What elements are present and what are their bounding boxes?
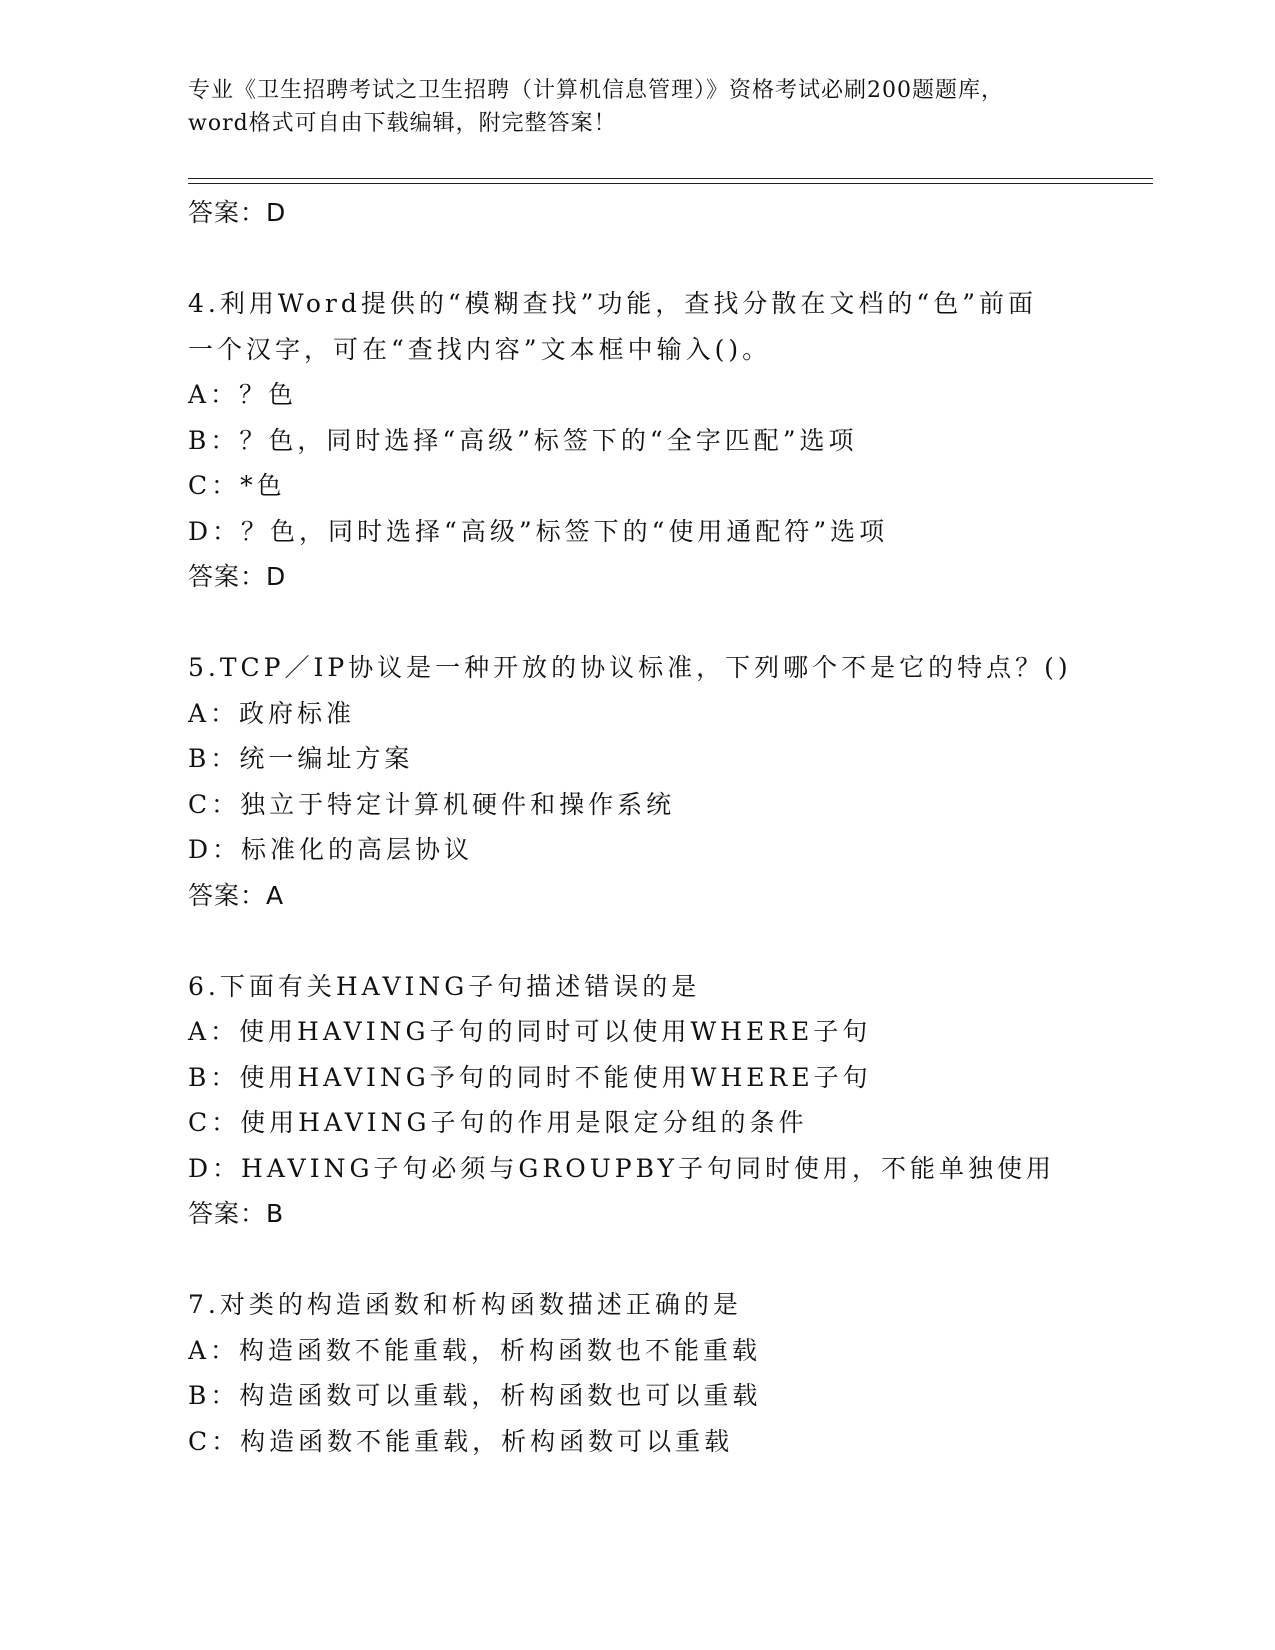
option-c: C：构造函数不能重载，析构函数可以重载 [188,1426,734,1456]
spacer [188,918,1148,964]
spacer [188,1237,1148,1283]
option-d: D：HAVING子句必须与GROUPBY子句同时使用，不能单独使用 [188,1153,1056,1183]
header-title-line-2: word格式可自由下载编辑，附完整答案！ [188,111,617,136]
spacer [188,236,1148,282]
question-stem: 5.TCP／IP协议是一种开放的协议标准，下列哪个不是它的特点？() [188,653,1072,682]
document-header [188,74,1088,140]
option-d: D：？色，同时选择“高级”标签下的“使用通配符”选项 [188,516,889,546]
question-stem: 7.对类的构造函数和析构函数描述正确的是 [188,1290,742,1319]
question-stem: 4.利用Word提供的“模糊查找”功能，查找分散在文档的“色”前面 [188,289,1037,318]
option-a: A：使用HAVING子句的同时可以使用WHERE子句 [188,1017,872,1046]
header-title-line-1: 专业《卫生招聘考试之卫生招聘（计算机信息管理）》资格考试必刷200题题库， [188,78,1004,103]
question-list [188,190,1148,1464]
answer-label: 答案：A [188,880,285,910]
option-a: A：？色 [188,380,298,409]
previous-answer: 答案：D [188,198,287,227]
option-a: A：构造函数不能重载，析构函数也不能重载 [188,1335,762,1365]
spacer [188,600,1148,646]
answer-label: 答案：D [188,562,287,591]
option-c: C：独立于特定计算机硬件和操作系统 [188,789,676,819]
option-b: B：统一编址方案 [188,744,414,773]
option-b: B：构造函数可以重载，析构函数也可以重载 [188,1381,762,1410]
question-7 [188,1282,1148,1464]
option-c: C：*色 [188,471,286,500]
question-5 [188,645,1148,918]
option-d: D：标准化的高层协议 [188,835,474,864]
question-stem: 一个汉字，可在“查找内容”文本框中输入()。 [188,334,772,364]
question-6 [188,964,1148,1237]
header-divider-bottom [188,183,1153,184]
option-b: B：使用HAVING予句的同时不能使用WHERE子句 [188,1062,872,1092]
option-b: B：？色，同时选择“高级”标签下的“全字匹配”选项 [188,425,858,455]
answer-label: 答案：B [188,1199,285,1228]
header-divider-top [188,178,1153,179]
question-4 [188,281,1148,600]
option-c: C：使用HAVING子句的作用是限定分组的条件 [188,1108,808,1137]
option-a: A：政府标准 [188,698,356,728]
question-stem: 6.下面有关HAVING子句描述错误的是 [188,971,701,1001]
